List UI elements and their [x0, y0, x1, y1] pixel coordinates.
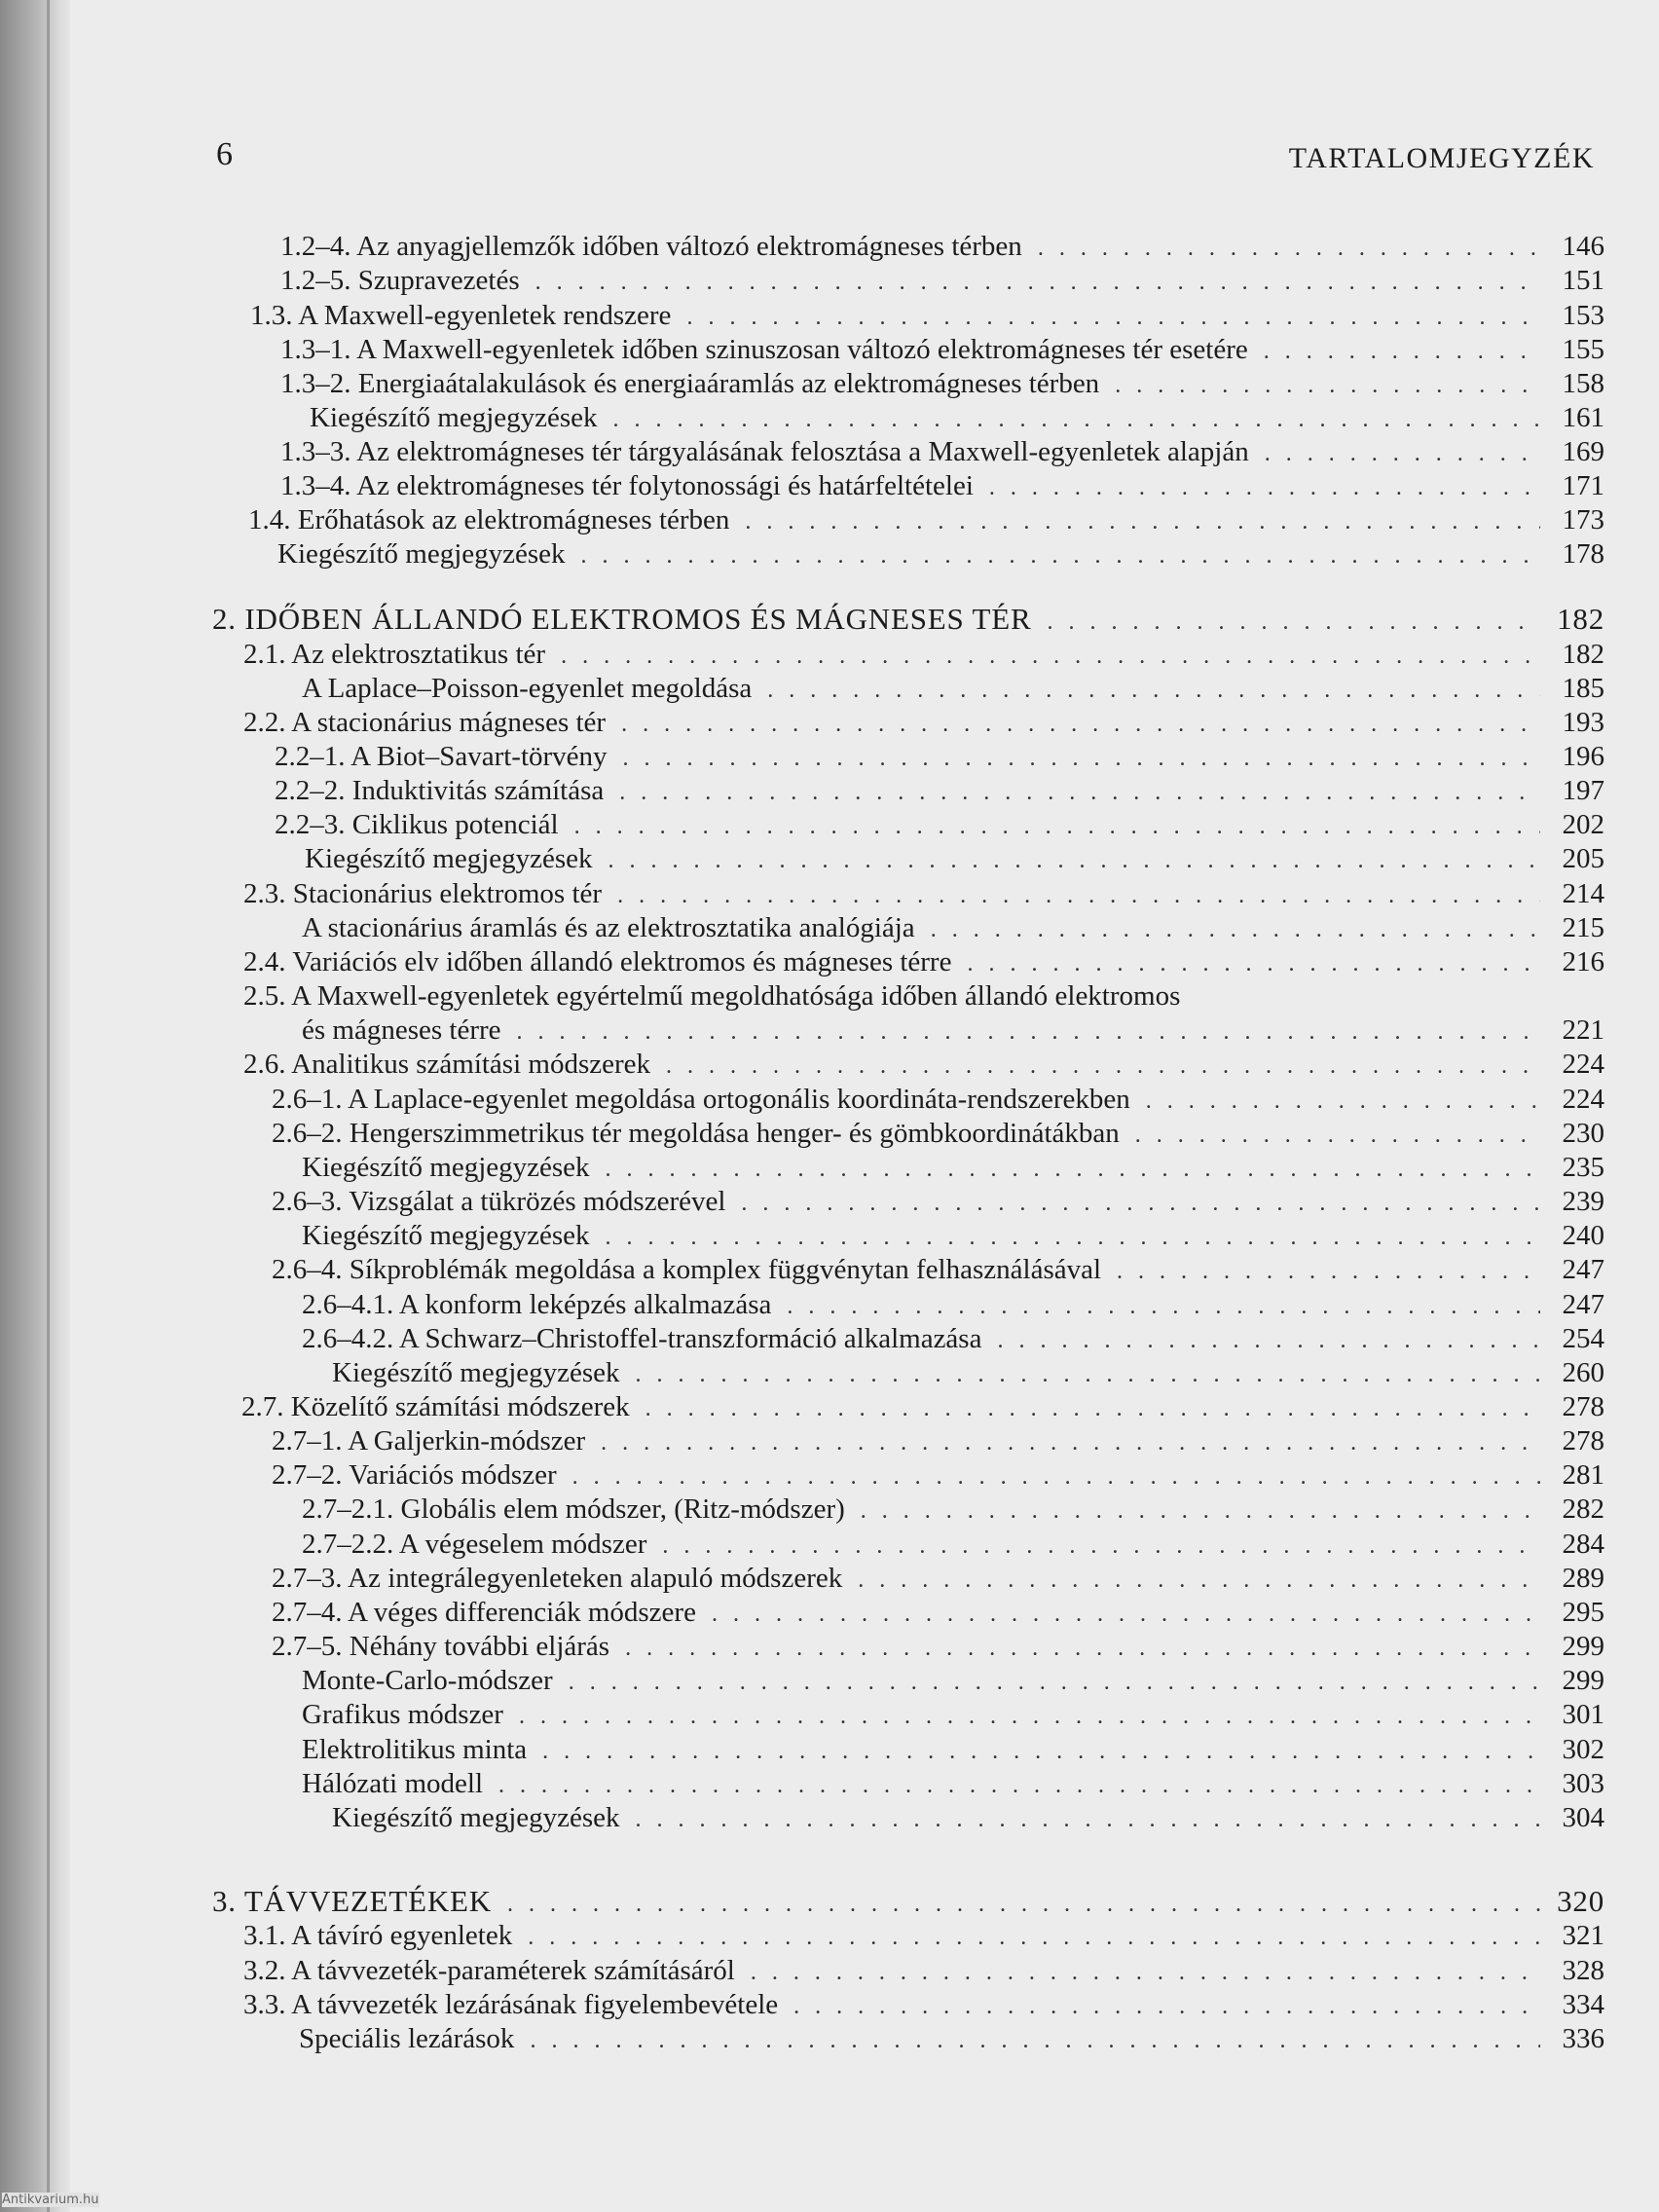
toc-entry-page: 320 — [1557, 1884, 1604, 1918]
dot-leader — [606, 1220, 1540, 1255]
toc-entry — [243, 705, 1604, 740]
toc-entry — [302, 1321, 1604, 1356]
dot-leader — [1117, 1254, 1540, 1289]
toc-entry-label: A Laplace–Poisson-egyenlet megoldása — [302, 673, 753, 704]
toc-entry-page: 247 — [1562, 1289, 1604, 1320]
toc-entry-page: 254 — [1562, 1323, 1604, 1354]
toc-entry — [243, 1918, 1604, 1953]
dot-leader — [574, 809, 1540, 844]
toc-entry-page: 146 — [1562, 231, 1604, 262]
toc-entry-label: 2.7–4. A véges differenciák módszere — [272, 1597, 696, 1628]
dot-leader — [751, 1955, 1540, 1990]
dot-leader — [1135, 1118, 1540, 1153]
toc-chapter-heading — [212, 1884, 1604, 1919]
toc-entry-label: Kiegészítő megjegyzések — [310, 402, 598, 433]
toc-entry-page: 284 — [1562, 1529, 1604, 1560]
dot-leader — [572, 1459, 1540, 1494]
toc-entry-page: 328 — [1562, 1955, 1604, 1986]
dot-leader — [636, 1802, 1540, 1837]
toc-entry-page: 278 — [1562, 1391, 1604, 1422]
dot-leader — [517, 1014, 1540, 1050]
toc-entry-page: 224 — [1562, 1049, 1604, 1080]
toc-entry-page: 260 — [1562, 1357, 1604, 1388]
toc-entry — [310, 400, 1604, 435]
toc-entry-page: 169 — [1562, 436, 1604, 467]
dot-leader — [666, 1049, 1540, 1084]
toc-entry — [277, 536, 1604, 571]
dot-leader — [861, 1493, 1540, 1529]
toc-entry — [302, 1527, 1604, 1562]
toc-entry-page: 182 — [1557, 602, 1604, 636]
toc-entry-label: 1.3–1. A Maxwell-egyenletek időben szinuszosan változó elektromágneses tér esetére — [280, 334, 1248, 365]
toc-entry — [272, 1457, 1604, 1493]
toc-entry — [302, 1663, 1604, 1698]
toc-entry — [302, 910, 1604, 945]
toc-entry — [243, 1953, 1604, 1988]
toc-entry-page: 173 — [1562, 504, 1604, 535]
toc-entry-label: 2.2–2. Induktivitás számítása — [275, 775, 605, 806]
toc-entry — [302, 1150, 1604, 1185]
toc-entry — [243, 944, 1604, 979]
dot-leader — [498, 1768, 1540, 1803]
dot-leader — [636, 1357, 1540, 1392]
toc-entry-page: 289 — [1562, 1563, 1604, 1594]
toc-entry-label: 2.6–4.1. A konform leképzés alkalmazása — [302, 1289, 772, 1320]
toc-entry-page: 302 — [1562, 1734, 1604, 1765]
toc-entry-label: 1.4. Erőhatások az elektromágneses térben — [248, 504, 730, 535]
toc-entry-label: A stacionárius áramlás és az elektrosztatika analógiája — [302, 912, 915, 943]
toc-entry — [302, 1732, 1604, 1767]
toc-entry-page: 295 — [1562, 1597, 1604, 1628]
toc-entry-label: 2.4. Variációs elv időben állandó elektromos és mágneses térre — [243, 946, 952, 977]
watermark: Antikvarium.hu — [2, 2193, 99, 2207]
toc-entry-page: 235 — [1562, 1152, 1604, 1183]
toc-entry-label-line1: 2.5. A Maxwell-egyenletek egyértelmű megoldhatósága időben állandó elektromos — [243, 980, 1181, 1012]
dot-leader — [619, 775, 1540, 810]
dot-leader — [1048, 605, 1541, 640]
toc-entry-label: 2.1. Az elektrosztatikus tér — [243, 639, 546, 670]
toc-entry — [302, 1492, 1604, 1527]
toc-entry-label: 2.7–2.1. Globális elem módszer, (Ritz-módszer) — [302, 1493, 845, 1525]
toc-entry-page: 301 — [1562, 1699, 1604, 1730]
page-number: 6 — [216, 136, 233, 172]
dot-leader — [662, 1529, 1540, 1564]
toc-entry-page: 336 — [1562, 2023, 1604, 2054]
toc-entry — [272, 1561, 1604, 1596]
toc-entry — [302, 1218, 1604, 1253]
toc-entry-label: Kiegészítő megjegyzések — [332, 1802, 620, 1833]
toc-entry-page: 224 — [1562, 1084, 1604, 1115]
toc-entry — [275, 807, 1604, 842]
toc-entry-label: 2. IDŐBEN ÁLLANDÓ ELEKTROMOS ÉS MÁGNESES TÉR — [212, 602, 1032, 636]
toc-entry-label: 2.7. Közelítő számítási módszerek — [241, 1391, 630, 1422]
toc-entry — [275, 773, 1604, 808]
toc-entry-page: 151 — [1562, 265, 1604, 296]
toc-entry-label: 1.3–3. Az elektromágneses tér tárgyalásának felosztása a Maxwell-egyenletek alapján — [280, 436, 1249, 467]
dot-leader — [967, 946, 1540, 981]
toc-entry-label: 1.2–4. Az anyagjellemzők időben változó elektromágneses térben — [280, 231, 1022, 262]
toc-entry-page: 321 — [1562, 1920, 1604, 1951]
toc-entry — [243, 637, 1604, 672]
toc-entry-label: Elektrolitikus minta — [302, 1734, 528, 1765]
toc-entry — [280, 332, 1604, 367]
toc-entry-label: Kiegészítő megjegyzések — [302, 1220, 590, 1251]
toc-entry-label: 2.2–3. Ciklikus potenciál — [275, 809, 559, 840]
toc-entry-page: 240 — [1562, 1220, 1604, 1251]
toc-entry-label: 2.6–4.2. A Schwarz–Christoffel-transzformáció alkalmazása — [302, 1323, 982, 1354]
toc-entry-label: 1.3–4. Az elektromágneses tér folytonossági és határfeltételei — [280, 470, 974, 501]
dot-leader — [858, 1563, 1540, 1598]
dot-leader — [519, 1699, 1540, 1734]
toc-entry-label: 1.3. A Maxwell-egyenletek rendszere — [250, 300, 672, 331]
dot-leader — [613, 402, 1540, 437]
toc-entry-page: 182 — [1562, 639, 1604, 670]
page-title: TARTALOMJEGYZÉK — [1288, 142, 1595, 174]
toc-entry-label: Kiegészítő megjegyzések — [305, 843, 593, 874]
toc-entry — [305, 841, 1604, 876]
toc-entry — [272, 1116, 1604, 1151]
toc-entry — [243, 1047, 1604, 1082]
toc-entry-page: 239 — [1562, 1186, 1604, 1217]
toc-entry-label: 2.3. Stacionárius elektromos tér — [243, 878, 603, 909]
toc-entry-label: 2.6–4. Síkproblémák megoldása a komplex függvénytan felhasználásával — [272, 1254, 1102, 1285]
toc-entry-label: 3.1. A távíró egyenletek — [243, 1920, 513, 1951]
toc-entry-label: Kiegészítő megjegyzések — [302, 1152, 590, 1183]
toc-entry-label: Grafikus módszer — [302, 1699, 503, 1730]
dot-leader — [793, 1989, 1540, 2024]
toc-entry — [280, 366, 1604, 401]
toc-entry-label: 2.7–2.2. A végeselem módszer — [302, 1529, 647, 1560]
dot-leader — [606, 1152, 1540, 1187]
toc-entry-page: 299 — [1562, 1631, 1604, 1662]
toc-entry — [302, 1013, 1604, 1048]
toc-entry — [272, 1595, 1604, 1630]
toc-entry-page: 197 — [1562, 775, 1604, 806]
dot-leader — [561, 639, 1540, 674]
toc-entry-label: 1.2–5. Szupravezetés — [280, 265, 520, 296]
dot-leader — [535, 265, 1540, 300]
toc-entry-label: 2.7–5. Néhány további eljárás — [272, 1631, 610, 1662]
dot-leader — [787, 1289, 1540, 1324]
toc-entry — [241, 1389, 1604, 1424]
toc-entry-page: 161 — [1562, 402, 1604, 433]
toc-entry-page: 303 — [1562, 1768, 1604, 1799]
toc-chapter-heading — [212, 602, 1604, 637]
dot-leader — [507, 1887, 1540, 1922]
toc-entry — [332, 1800, 1604, 1835]
toc-entry-page: 299 — [1562, 1665, 1604, 1696]
toc-entry-label: Monte-Carlo-módszer — [302, 1665, 553, 1696]
dot-leader — [645, 1391, 1540, 1426]
toc-entry — [332, 1355, 1604, 1390]
toc-entry-page: 304 — [1562, 1802, 1604, 1833]
toc-entry-page: 205 — [1562, 843, 1604, 874]
toc-entry — [275, 739, 1604, 774]
dot-leader — [712, 1597, 1540, 1632]
toc-entry-page: 215 — [1562, 912, 1604, 943]
dot-leader — [1146, 1084, 1540, 1119]
dot-leader — [1115, 368, 1540, 403]
dot-leader — [569, 1665, 1540, 1700]
dot-leader — [686, 300, 1540, 335]
toc-entry-page: 158 — [1562, 368, 1604, 399]
toc-entry-label: 2.6–1. A Laplace-egyenlet megoldása ortogonális koordináta-rendszerekben — [272, 1084, 1130, 1115]
toc-entry-label: 2.7–2. Variációs módszer — [272, 1459, 557, 1491]
toc-entry-page: 196 — [1562, 741, 1604, 772]
toc-entry-page: 216 — [1562, 946, 1604, 977]
toc-entry-page: 278 — [1562, 1425, 1604, 1456]
toc-entry-page: 247 — [1562, 1254, 1604, 1285]
toc-entry — [243, 1987, 1604, 2022]
toc-entry — [243, 876, 1604, 911]
toc-entry — [250, 298, 1604, 333]
toc-entry-label-line2: és mágneses térre — [302, 1014, 501, 1046]
toc-entry-label: 2.6–2. Hengerszimmetrikus tér megoldása henger- és gömbkoordinátákban — [272, 1118, 1120, 1149]
dot-leader — [767, 673, 1540, 708]
toc-entry-page: 178 — [1562, 538, 1604, 570]
dot-leader — [608, 843, 1540, 878]
dot-leader — [581, 538, 1540, 573]
dot-leader — [528, 1920, 1540, 1955]
toc-entry — [248, 502, 1604, 537]
toc-entry-label: 2.6–3. Vizsgálat a tükrözés módszerével — [272, 1186, 726, 1217]
toc-entry-label: Hálózati modell — [302, 1768, 484, 1799]
toc-entry-page: 221 — [1562, 1014, 1604, 1046]
toc-entry-page: 334 — [1562, 1989, 1604, 2020]
dot-leader — [1265, 436, 1540, 471]
toc-entry-page: 153 — [1562, 300, 1604, 331]
toc-entry-page: 214 — [1562, 878, 1604, 909]
toc-entry-label: 2.7–3. Az integrálegyenleteken alapuló módszerek — [272, 1563, 843, 1594]
toc-entry-label: 2.2–1. A Biot–Savart-törvény — [275, 741, 608, 772]
dot-leader — [623, 741, 1540, 776]
dot-leader — [931, 912, 1540, 947]
toc-entry — [280, 263, 1604, 298]
dot-leader — [741, 1186, 1540, 1221]
toc-entry-label: 3.2. A távvezeték-paraméterek számításáról — [243, 1955, 735, 1986]
toc-entry — [302, 1697, 1604, 1732]
toc-entry — [299, 2021, 1604, 2056]
dot-leader — [1264, 334, 1540, 369]
toc-entry — [302, 1766, 1604, 1801]
toc-entry-page: 230 — [1562, 1118, 1604, 1149]
toc-entry-label: 2.6. Analitikus számítási módszerek — [243, 1049, 651, 1080]
dot-leader — [1038, 231, 1540, 266]
toc-entry-page: 155 — [1562, 334, 1604, 365]
toc-entry — [272, 1629, 1604, 1664]
toc-entry-page: 282 — [1562, 1493, 1604, 1525]
dot-leader — [621, 707, 1540, 742]
toc-entry — [302, 1287, 1604, 1322]
dot-leader — [997, 1323, 1540, 1358]
toc-entry — [272, 1082, 1604, 1117]
toc-entry — [302, 671, 1604, 706]
toc-entry — [280, 434, 1604, 469]
toc-entry — [272, 1184, 1604, 1219]
toc-entry — [280, 468, 1604, 503]
toc-entry — [272, 1423, 1604, 1458]
toc-entry-page: 202 — [1562, 809, 1604, 840]
toc-entry-page: 281 — [1562, 1459, 1604, 1491]
toc-entry-label: 2.2. A stacionárius mágneses tér — [243, 707, 607, 738]
toc-entry-label: Kiegészítő megjegyzések — [277, 538, 566, 570]
dot-leader — [601, 1425, 1540, 1460]
toc-entry-label: Speciális lezárások — [299, 2023, 515, 2054]
toc-entry-label: Kiegészítő megjegyzések — [332, 1357, 620, 1388]
dot-leader — [617, 878, 1540, 913]
toc-entry-label: 1.3–2. Energiaátalakulások és energiaáramlás az elektromágneses térben — [280, 368, 1100, 399]
toc-entry-page: 171 — [1562, 470, 1604, 501]
dot-leader — [989, 470, 1540, 505]
toc-entry-label: 2.7–1. A Galjerkin-módszer — [272, 1425, 586, 1456]
toc-entry — [280, 229, 1604, 264]
dot-leader — [542, 1734, 1540, 1769]
toc-entry-label: 3.3. A távvezeték lezárásának figyelembevétele — [243, 1989, 779, 2020]
dot-leader — [625, 1631, 1540, 1666]
toc-entry-page: 193 — [1562, 707, 1604, 738]
toc-entry-label: 3. TÁVVEZETÉKEK — [212, 1884, 492, 1918]
toc-entry — [272, 1252, 1604, 1287]
dot-leader — [530, 2023, 1540, 2058]
toc-entry-page: 185 — [1562, 673, 1604, 704]
dot-leader — [745, 504, 1540, 539]
